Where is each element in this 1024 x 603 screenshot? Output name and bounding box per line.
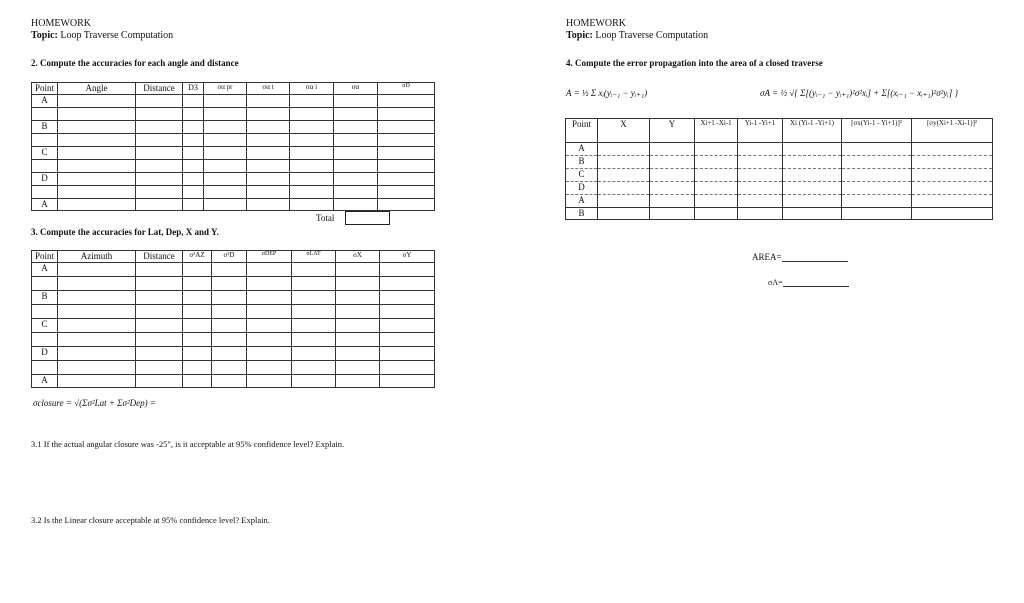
left-header [31,18,173,42]
section2-title: 2. Compute the accuracies for each angle and distance [31,58,239,68]
col-sigma-a-i: σα i [290,83,334,95]
right-topic: Topic: Loop Traverse Computation [566,30,709,41]
col-sigma-x: σX [336,251,380,263]
row-point-label: D [566,182,598,195]
row-point-label: B [566,208,598,220]
col-x: X [598,119,650,143]
section2-table [31,82,435,211]
row-point-label: D [32,173,58,186]
col-sy-term: [σy(Xi+1 -Xi-1)]² [912,119,993,143]
row-point-label: B [32,121,58,134]
section4-title: 4. Compute the error propagation into the area of a closed traverse [566,58,823,68]
row-point-label: C [566,169,598,182]
col-sigma-a-pr: σα pr [204,83,247,95]
left-topic: Topic: Loop Traverse Computation [31,30,174,41]
row-point-label: A [32,263,58,277]
col-sigma-d: σD [378,83,435,95]
right-homework-title: HOMEWORK [566,18,626,29]
area-answer [752,252,848,262]
col-distance: Distance [136,83,183,95]
row-point-label: A [566,195,598,208]
question-3-1: 3.1 If the actual angular closure was -25", is it acceptable at 95% confidence level? Explain. [31,439,345,449]
col-sigma-y: σY [380,251,435,263]
sigma-area-formula: σA = ½ √{ Σ[(yᵢ₋₁ − yᵢ₊₁)²σ²xᵢ] + Σ[(xᵢ₋₁ − xᵢ₊₁)²σ²yᵢ] } [760,88,959,98]
section3-table [31,250,435,388]
col-sigma-lat: σLAT [292,251,336,263]
row-point-label: C [32,319,58,333]
row-point-label: D [32,347,58,361]
closure-formula: σclosure = √(Σσ²Lat + Σσ²Dep) = [33,398,156,408]
row-point-label: A [32,375,58,388]
sigma-a-label: σA= [768,278,783,287]
row-point-label: B [566,156,598,169]
total-input[interactable] [345,211,390,225]
col-angle: Angle [58,83,136,95]
col-point: Point [32,251,58,263]
row-point-label: A [32,95,58,108]
left-homework-title: HOMEWORK [31,18,91,29]
row-point-label: B [32,291,58,305]
col-dy: Yi-1 -Yi+1 [738,119,783,143]
col-d3: D3 [183,83,204,95]
section3-title: 3. Compute the accuracies for Lat, Dep, X and Y. [31,227,219,237]
col-azimuth: Azimuth [58,251,136,263]
col-point: Point [566,119,598,143]
total-label: Total [316,213,335,223]
col-sigma-a: σα [334,83,378,95]
section4-table [565,118,993,220]
row-point-label: C [32,147,58,160]
col-xi-dy: Xi (Yi-1 -Yi+1) [783,119,842,143]
area-formula: A = ½ Σ xᵢ(yᵢ₋₁ − yᵢ₊₁) [566,88,648,98]
col-sx-term: [σx(Yi-1 - Yi+1)]² [842,119,912,143]
right-header [566,18,708,42]
col-point: Point [32,83,58,95]
row-point-label: A [32,199,58,211]
col-distance: Distance [136,251,183,263]
col-sigma2-az: σ²AZ [183,251,212,263]
sigma-a-answer [768,278,849,287]
area-label: AREA= [752,252,782,262]
col-sigma-a-t: σα t [247,83,290,95]
sigma-a-blank[interactable] [783,278,849,287]
col-sigma-dep: σDEP [247,251,292,263]
col-sigma2-d: σ²D [212,251,247,263]
col-dx: Xi+1 -Xi-1 [695,119,738,143]
row-point-label: A [566,143,598,156]
question-3-2: 3.2 Is the Linear closure acceptable at 95% confidence level? Explain. [31,515,270,525]
col-y: Y [650,119,695,143]
area-blank[interactable] [782,253,848,262]
